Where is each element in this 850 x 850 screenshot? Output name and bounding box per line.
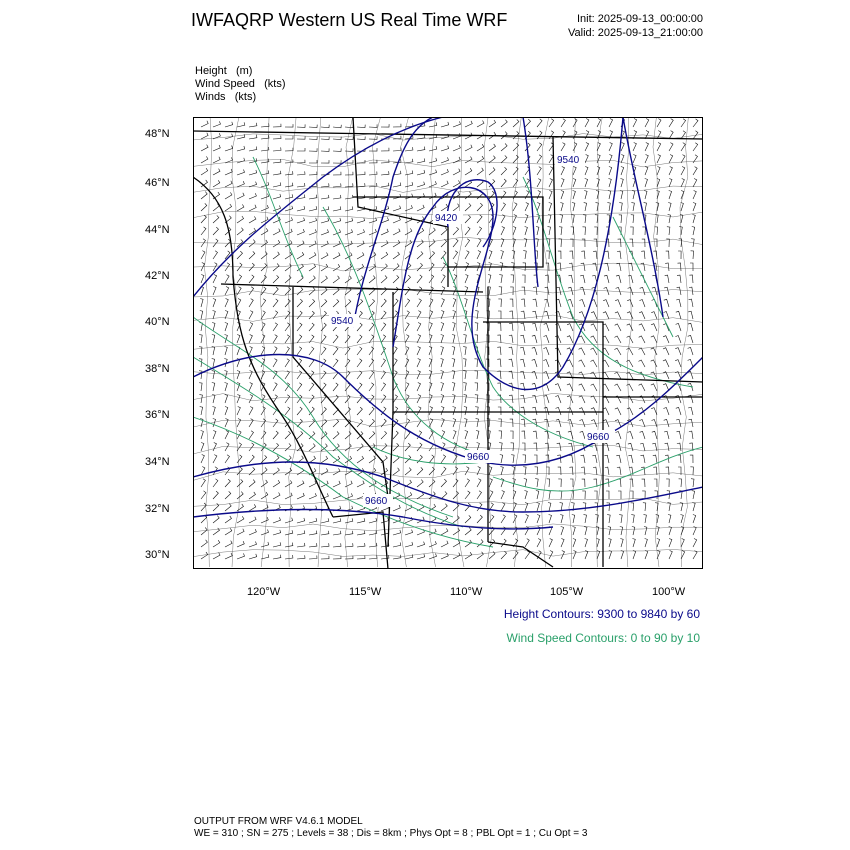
lat-label-38: 38°N bbox=[145, 363, 170, 375]
contour-label: 9660 bbox=[467, 452, 490, 463]
valid-time: Valid: 2025-09-13_21:00:00 bbox=[568, 27, 703, 39]
lat-label-32: 32°N bbox=[145, 503, 170, 515]
contour-label: 9660 bbox=[365, 496, 388, 507]
contour-label: 9540 bbox=[331, 316, 354, 327]
lon-label-105: 105°W bbox=[550, 586, 584, 598]
footer-config: WE = 310 ; SN = 275 ; Levels = 38 ; Dis = 8km ; Phys Opt = 8 ; PBL Opt = 1 ; Cu Opt = 3 bbox=[194, 828, 588, 839]
field-wind-speed: Wind Speed (kts) bbox=[195, 78, 286, 90]
init-time: Init: 2025-09-13_00:00:00 bbox=[577, 13, 703, 25]
lat-label-30: 30°N bbox=[145, 549, 170, 561]
lat-label-42: 42°N bbox=[145, 270, 170, 282]
contour-label: 9540 bbox=[557, 155, 580, 166]
field-height: Height (m) bbox=[195, 65, 253, 77]
lat-label-46: 46°N bbox=[145, 177, 170, 189]
field-winds: Winds (kts) bbox=[195, 91, 257, 103]
footer-model: OUTPUT FROM WRF V4.6.1 MODEL bbox=[194, 816, 363, 827]
height-legend: Height Contours: 9300 to 9840 by 60 bbox=[503, 607, 700, 621]
lat-label-40: 40°N bbox=[145, 316, 170, 328]
lat-label-36: 36°N bbox=[145, 409, 170, 421]
contour-label: 9660 bbox=[587, 432, 610, 443]
lat-label-44: 44°N bbox=[145, 224, 170, 236]
lat-label-34: 34°N bbox=[145, 456, 170, 468]
lat-label-48: 48°N bbox=[145, 128, 170, 140]
wind-legend: Wind Speed Contours: 0 to 90 by 10 bbox=[506, 631, 700, 645]
lon-label-100: 100°W bbox=[652, 586, 686, 598]
lon-label-120: 120°W bbox=[247, 586, 281, 598]
lon-label-115: 115°W bbox=[349, 586, 382, 598]
weather-map bbox=[193, 117, 703, 569]
lon-label-110: 110°W bbox=[450, 586, 483, 598]
contour-label: 9420 bbox=[435, 213, 458, 224]
page-title: IWFAQRP Western US Real Time WRF bbox=[191, 10, 508, 30]
